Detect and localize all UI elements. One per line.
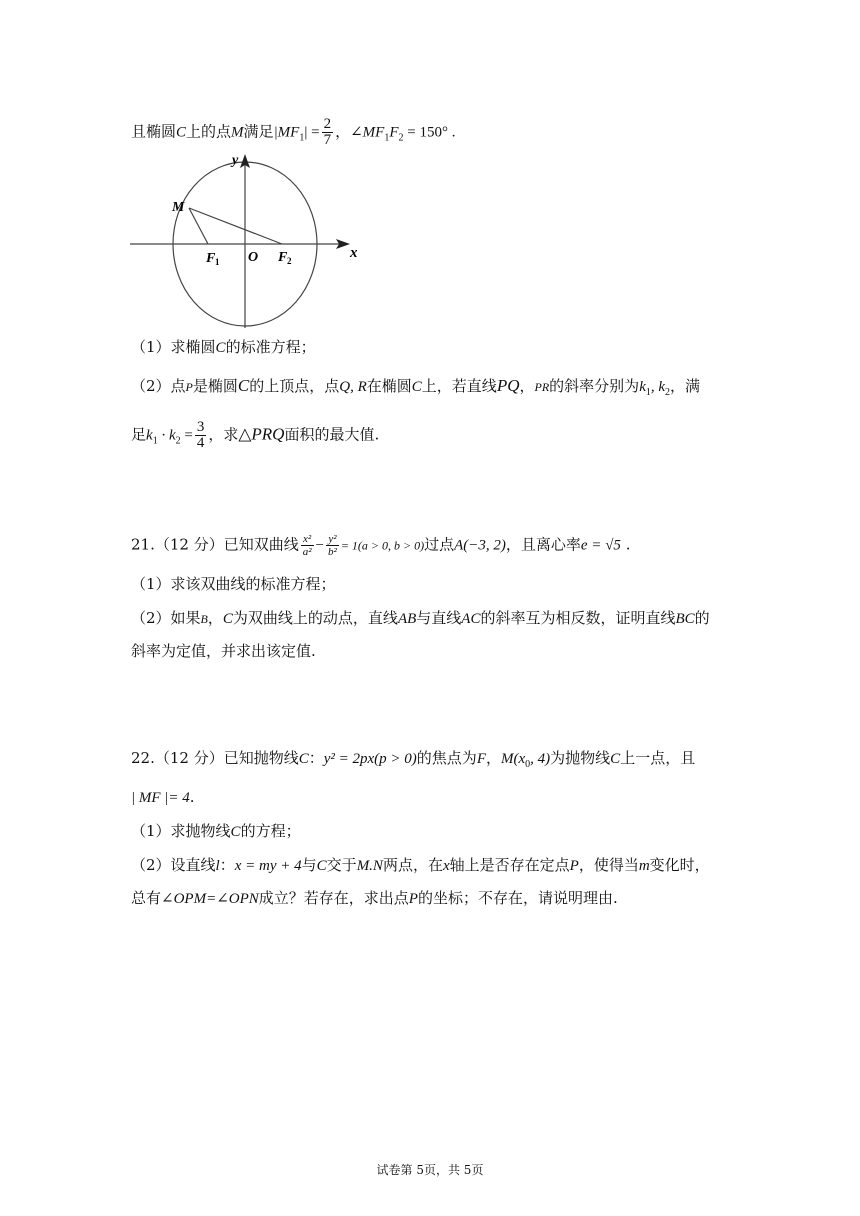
fraction-3-4: $\frac{3}{4}$ <box>196 419 205 451</box>
label-y: y <box>232 153 239 168</box>
label-f1-sub: 1 <box>215 257 220 267</box>
question-20-part-1: （1）求椭圆C的标准方程； <box>131 338 316 356</box>
line-ellipse-condition: 且椭圆C上的点M满足$|MF_1|$ = $\frac{2}{7}$ ，$\angle MF_1F_2 = 150^\circ$ . <box>131 116 456 148</box>
problem-21-part-2: （2）如果B，C为双曲线上的动点，直线AB与直线AC的斜率互为相反数，证明直线BC的 <box>131 609 710 627</box>
segment-mf2 <box>189 208 282 244</box>
problem-22-part-2-cont: 总有∠OPM=∠OPN成立？若存在，求出点P的坐标；不存在，请说明理由. <box>131 889 618 907</box>
page-footer: 试卷第 5页，共 5页 <box>376 1163 484 1177</box>
problem-22-stem: 22.（12 分）已知抛物线C：y² = 2px(p > 0)的焦点为F，$M(x_0$, 4)为抛物线C上一点，且 <box>131 749 696 770</box>
fraction-x2-a2: $\frac{\text{x²}}{\text{a²}}$ <box>302 533 312 558</box>
fraction-2-7: $\frac{2}{7}$ <box>323 116 332 148</box>
label-f2-sub: 2 <box>287 256 292 266</box>
problem-21-stem: 21.（12 分）已知双曲线 $\frac{\text{x²}}{\text{a²}}$ − $\frac{\text{y²}}{\text{b²}}$ = 1(a > 0, b > 0)过点A(−3, 2)，且离心率e = √5 . <box>131 533 631 558</box>
label-m: M <box>172 200 185 215</box>
problem-22-part-1: （1）求抛物线C的方程； <box>131 822 301 840</box>
label-x: x <box>350 245 358 261</box>
label-o: O <box>248 250 259 265</box>
problem-21-part-2-cont: 斜率为定值，并求出该定值. <box>131 642 316 660</box>
question-20-part-2-cont: 足$k_1 \cdot k_2$ = $\frac{3}{4}$ ，求△PRQ面积的最大值. <box>131 419 380 451</box>
label-f1: F <box>206 251 216 266</box>
label-f2: F <box>278 250 288 265</box>
problem-22-stem-cont: | MF |= 4. <box>131 788 195 806</box>
ellipse-figure <box>128 150 368 330</box>
segment-mf1 <box>189 208 208 244</box>
fraction-y2-b2: $\frac{\text{y²}}{\text{b²}}$ <box>328 533 337 558</box>
problem-21-part-1: （1）求该双曲线的标准方程； <box>131 575 336 593</box>
problem-22-part-2: （2）设直线l：x = my + 4与C交于M.N两点，在x轴上是否存在定点P，使得当m变化时， <box>131 856 710 874</box>
question-20-part-2: （2）点P是椭圆C的上顶点，点Q, R在椭圆C上，若直线PQ，PR的斜率分别为$k_1$, $k_2$，满 <box>131 376 701 398</box>
